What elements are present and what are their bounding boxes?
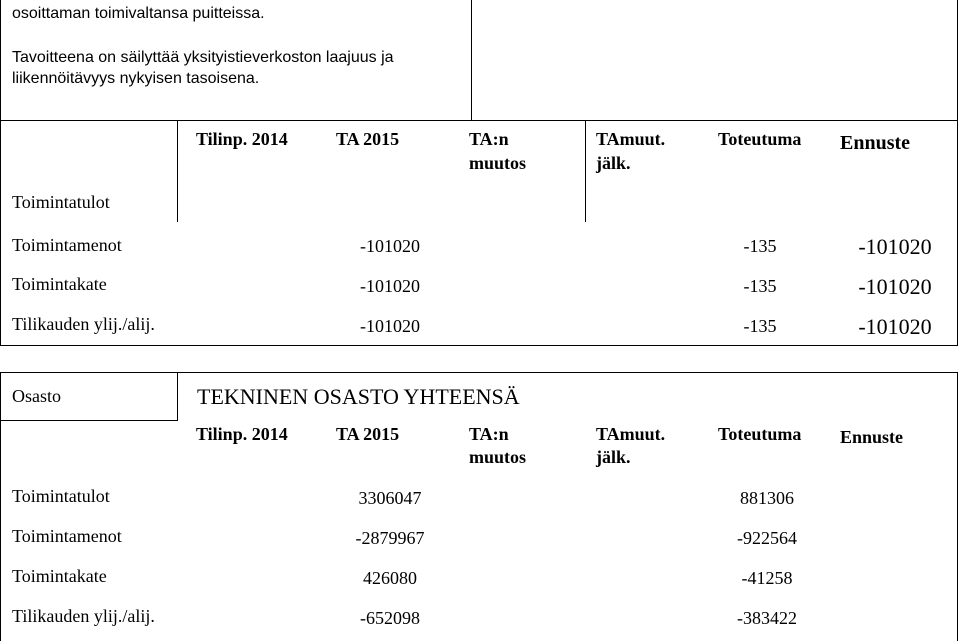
table2-cell-ta: 426080 xyxy=(363,568,417,588)
table1-header-tilinp: Tilinp. 2014 xyxy=(196,129,288,149)
table2-header-ta: TA 2015 xyxy=(336,424,400,444)
table1-cell-ta: -101020 xyxy=(360,236,420,256)
table1-bottom-border xyxy=(0,345,958,346)
table2-cell-ta: -652098 xyxy=(360,608,420,628)
table1-header-tan-1: TA:n xyxy=(469,129,509,149)
top-box-left-border xyxy=(0,0,1,120)
table1-cell-toteutuma: -135 xyxy=(743,236,777,256)
table1-header-ta: TA 2015 xyxy=(336,129,400,149)
table2-header-tan-2: muutos xyxy=(469,447,527,467)
table2-header-tamuut-1: TAmuut. xyxy=(596,424,666,444)
table2-right-border xyxy=(957,372,958,641)
top-box-right-border xyxy=(957,0,958,120)
table2-top-border xyxy=(0,372,958,373)
table1-header-tamuut-2: jälk. xyxy=(596,153,631,173)
table1-header-tamuut-1: TAmuut. xyxy=(596,129,666,149)
table2-row-label: Toimintamenot xyxy=(12,526,122,546)
table2-cell-toteutuma: -383422 xyxy=(737,608,797,628)
table1-header-ennuste: Ennuste xyxy=(840,132,911,154)
table1-cell-ta: -101020 xyxy=(360,316,420,336)
table2-row-label: Toimintakate xyxy=(12,566,107,586)
paragraph-line-3: liikennöitävyys nykyisen tasoisena. xyxy=(12,70,260,87)
table1-cell-ennuste: -101020 xyxy=(858,234,932,259)
paragraph-line-1: osoittaman toimivaltansa puitteissa. xyxy=(12,5,265,22)
table1-row-label: Tilikauden ylij./alij. xyxy=(12,314,155,334)
table1-row-label: Toimintamenot xyxy=(12,235,122,255)
table2-left-border xyxy=(0,372,1,641)
table1-col-divider-1 xyxy=(177,120,178,222)
table2-header-tilinp: Tilinp. 2014 xyxy=(196,424,288,444)
table1-cell-ennuste: -101020 xyxy=(858,274,932,299)
table1-cell-ennuste: -101020 xyxy=(858,314,932,339)
table2-cell-ta: -2879967 xyxy=(355,528,425,548)
table1-right-border xyxy=(957,120,958,345)
table1-header-toteutuma: Toteutuma xyxy=(718,129,802,149)
table2-row-label: Tilikauden ylij./alij. xyxy=(12,606,155,626)
table2-cell-ta: 3306047 xyxy=(358,488,422,508)
table1-row-label: Toimintatulot xyxy=(12,192,110,212)
paragraph-line-2: Tavoitteena on säilyttää yksityistieverkoston laajuus ja xyxy=(12,49,394,66)
table2-osasto-label: Osasto xyxy=(12,386,61,406)
table2-row-label: Toimintatulot xyxy=(12,486,110,506)
table1-cell-ta: -101020 xyxy=(360,276,420,296)
table2-cell-toteutuma: -41258 xyxy=(741,568,793,588)
table1-header-tan-2: muutos xyxy=(469,153,527,173)
table2-header-toteutuma: Toteutuma xyxy=(718,424,802,444)
table2-header-tamuut-2: jälk. xyxy=(596,447,631,467)
table1-cell-toteutuma: -135 xyxy=(743,316,777,336)
table2-cell-toteutuma: 881306 xyxy=(740,488,794,508)
top-box-divider xyxy=(471,0,472,120)
table1-cell-toteutuma: -135 xyxy=(743,276,777,296)
table2-title: TEKNINEN OSASTO YHTEENSÄ xyxy=(197,384,520,409)
table1-row-label: Toimintakate xyxy=(12,274,107,294)
table2-row-divider xyxy=(0,420,178,421)
table1-col-divider-2 xyxy=(585,120,586,222)
table2-header-ennuste: Ennuste xyxy=(840,427,904,447)
table2-cell-toteutuma: -922564 xyxy=(737,528,797,548)
table2-col-divider xyxy=(177,372,178,420)
table2-header-tan-1: TA:n xyxy=(469,424,509,444)
top-box-bottom-border xyxy=(0,120,958,121)
table1-left-border xyxy=(0,120,1,345)
